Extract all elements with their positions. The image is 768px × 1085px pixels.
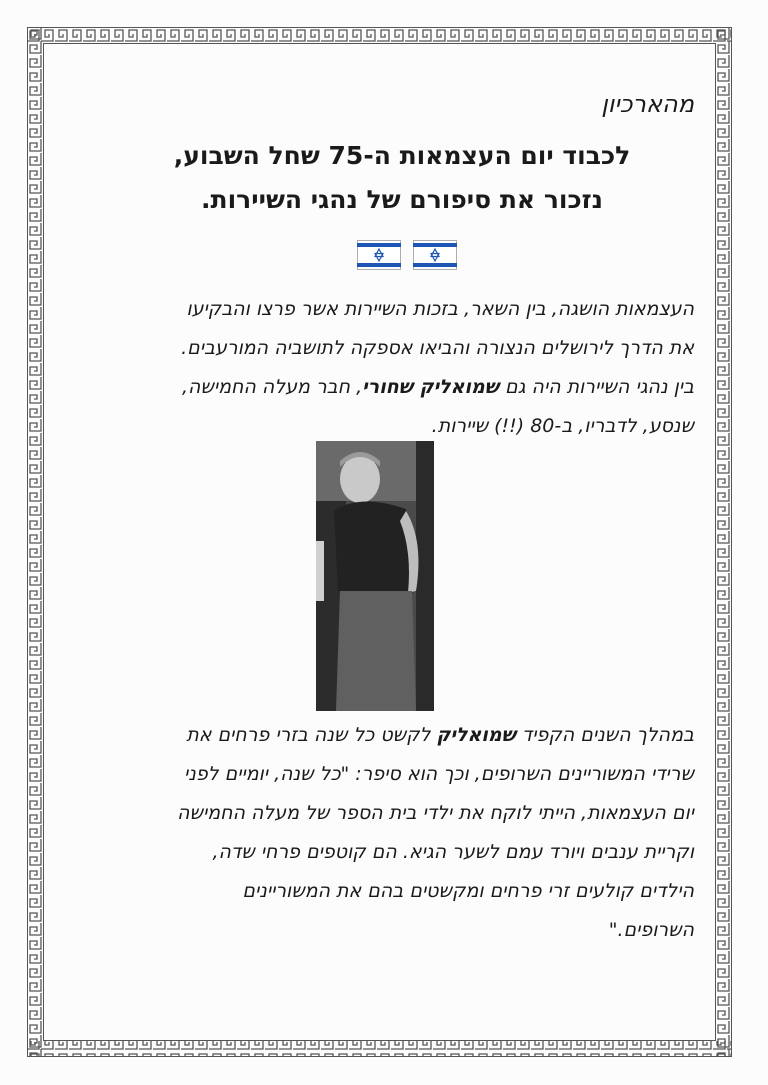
headline-line-2: נזכור את סיפורם של נהגי השיירות. [201,185,603,214]
text-run: במהלך השנים הקפיד [515,724,694,746]
paragraph-2-line: וקריית ענבים ויורד עמם לשער הגיא. הם קוטפים פרחי שדה, [212,841,694,863]
paragraph-1-line: את הדרך לירושלים הנצורה והביאו אספקה לתושביה המורעבים. [181,337,694,359]
person-name: שמואליק [436,724,516,746]
paragraph-1-line: העצמאות הושגה, בין השאר, בזכות השיירות אשר פרצו והבקיעו [186,298,694,320]
person-name: שמואליק שחורי [362,376,500,398]
paragraph-2-line [70,716,694,755]
portrait-photo [316,441,434,711]
paragraph-1-line [70,368,694,407]
paragraph-1-line: שנסע, לדבריו, ב-80 (!!) שיירות. [431,415,694,437]
flags-row [70,240,694,270]
israel-flag-icon [413,240,457,270]
article [70,90,694,941]
text-run: לקשט כל שנה בזרי פרחים את [186,724,437,746]
headline-line-1: לכבוד יום העצמאות ה-75 שחל השבוע, [173,141,631,170]
text-run: בין נהגי השיירות היה גם [499,376,694,398]
paragraph-2-line: שרידי המשוריינים השרופים, וכך הוא סיפר: "כל שנה, יומיים לפני [184,763,694,785]
headline [70,134,694,222]
text-run: , חבר מעלה החמישה, [181,376,363,398]
paragraph-2-line: הילדים קולעים זרי פרחים ומקשטים בהם את המשוריינים [242,880,694,902]
paragraph-1 [70,290,694,446]
paragraph-2 [70,716,694,950]
israel-flag-icon [357,240,401,270]
paragraph-2-line: השרופים." [608,919,694,941]
section-label: מהארכיון [601,90,694,118]
paragraph-2-line: יום העצמאות, הייתי לוקח את ילדי בית הספר של מעלה החמישה [177,802,694,824]
